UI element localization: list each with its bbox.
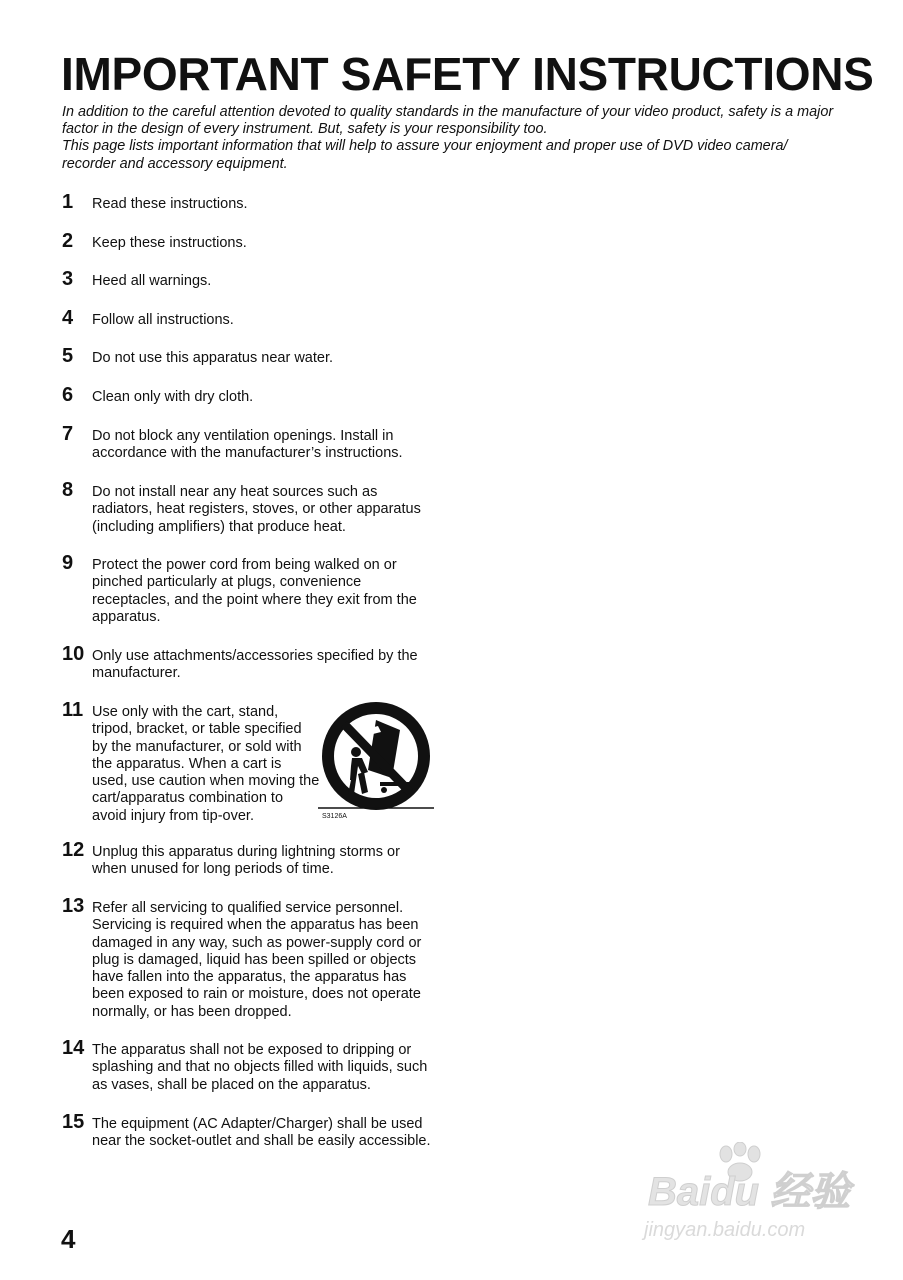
cart-warning-symbol — [318, 702, 438, 827]
instruction-number: 13 — [62, 895, 85, 917]
instruction-text: Keep these instructions. — [92, 235, 247, 251]
instruction-number: 5 — [62, 345, 74, 367]
instruction-text: Follow all instructions. — [92, 312, 234, 328]
instruction-number: 12 — [62, 839, 85, 861]
instruction-text: Heed all warnings. — [92, 273, 212, 289]
intro-paragraph-2: This page lists important information that will help to assure your enjoyment and proper use of DVD video camera/ recorder and accessory equipment. — [62, 138, 788, 172]
instruction-text: Unplug this apparatus during lightning storms or when unused for long periods of time. — [92, 844, 400, 878]
instruction-text: Protect the power cord from being walked on or pinched particularly at plugs, convenience receptacles, and the point where they exit from the apparatus. — [92, 557, 417, 625]
instruction-number: 6 — [62, 384, 74, 406]
watermark-url: jingyan.baidu.com — [644, 1219, 806, 1241]
page-title: IMPORTANT SAFETY INSTRUCTIONS — [61, 48, 874, 100]
instruction-number: 7 — [62, 423, 74, 445]
instruction-text: The equipment (AC Adapter/Charger) shall be used near the socket-outlet and shall be easily accessible. — [92, 1116, 431, 1150]
instruction-number: 15 — [62, 1111, 85, 1133]
instruction-number: 10 — [62, 643, 85, 665]
instruction-text: Read these instructions. — [92, 196, 248, 212]
instruction-number: 9 — [62, 552, 74, 574]
instruction-text: Do not use this apparatus near water. — [92, 350, 334, 366]
instruction-text: Do not install near any heat sources such as radiators, heat registers, stoves, or other apparatus (including amplifiers) that produce heat. — [92, 484, 421, 535]
instruction-text: Use only with the cart, stand, tripod, bracket, or table specified by the manufacturer, or sold with the apparatus. When a cart is used, use caution when moving the cart/apparatus combination to avoid injury from tip-over. — [92, 704, 320, 824]
watermark-brand: Baidu 经验 — [648, 1170, 851, 1214]
intro-paragraph-1: In addition to the careful attention devoted to quality standards in the manufacture of your video product, safety is a major factor in the design of every instrument. But, safety is your responsibility too. — [62, 104, 834, 138]
instruction-text: Refer all servicing to qualified service personnel. Servicing is required when the apparatus has been damaged in any way, such as power-supply cord or plug is damaged, liquid has been spilled or objects have fallen into the apparatus, the apparatus has been exposed to rain or moisture, does not operate normally, or has been dropped. — [92, 900, 422, 1020]
instruction-text: Only use attachments/accessories specified by the manufacturer. — [92, 648, 418, 682]
instruction-text: Do not block any ventilation openings. Install in accordance with the manufacturer’s instructions. — [92, 428, 403, 462]
cart-tip-over-warning-icon — [318, 702, 434, 814]
instruction-number: 14 — [62, 1037, 85, 1059]
page-number: 4 — [61, 1224, 76, 1254]
instruction-number: 1 — [62, 191, 74, 213]
watermark — [630, 1140, 860, 1250]
instruction-number: 3 — [62, 268, 74, 290]
instruction-number: 11 — [62, 699, 84, 721]
instruction-text: Clean only with dry cloth. — [92, 389, 254, 405]
instruction-number: 8 — [62, 479, 74, 501]
instruction-number: 2 — [62, 230, 74, 252]
instruction-text: The apparatus shall not be exposed to dripping or splashing and that no objects filled with liquids, such as vases, shall be placed on the apparatus. — [92, 1042, 428, 1093]
intro-text — [62, 104, 842, 173]
instruction-number: 4 — [62, 307, 74, 329]
symbol-code: S3126A — [322, 813, 347, 820]
